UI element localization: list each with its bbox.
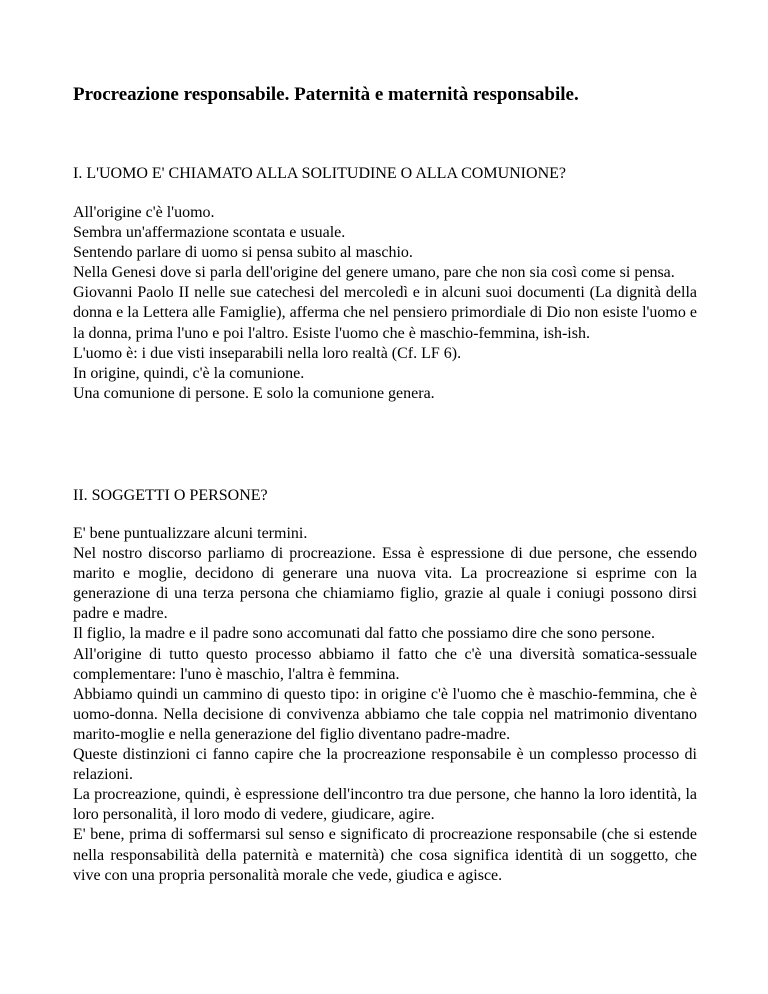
paragraph: Nella Genesi dove si parla dell'origine del genere umano, pare che non sia così come si pensa.	[73, 264, 675, 282]
paragraph: In origine, quindi, c'è la comunione.	[73, 364, 305, 382]
paragraph: La procreazione, quindi, è espressione dell'incontro tra due persone, che hanno la loro identità, la loro personalità, il loro modo di vedere, giudicare, agire.	[73, 786, 697, 824]
paragraph: L'uomo è: i due visti inseparabili nella loro realtà (Cf. LF 6).	[73, 344, 462, 362]
paragraph: Giovanni Paolo II nelle sue catechesi del mercoledì e in alcuni suoi documenti (La dignità della donna e la Lettera alle Famiglie), afferma che nel pensiero primordiale di Dio non esiste l'uomo e la donna, prima l'uno e poi l'altro. Esiste l'uomo che è maschio-femmina, ish-ish.	[73, 284, 697, 342]
paragraph: Sentendo parlare di uomo si pensa subito al maschio.	[73, 244, 413, 262]
paragraph: Sembra un'affermazione scontata e usuale.	[73, 224, 346, 242]
paragraph: Nel nostro discorso parliamo di procreazione. Essa è espressione di due persone, che essendo marito e moglie, decidono di generare una nuova vita. La procreazione si esprime con la generazione di una terza persona che chiamiamo figlio, grazie al quale i coniugi possono dirsi padre e madre.	[73, 545, 697, 623]
paragraph: Una comunione di persone. E solo la comunione genera.	[73, 384, 435, 402]
paragraph: All'origine di tutto questo processo abbiamo il fatto che c'è una diversità somatica-sessuale complementare: l'uno è maschio, l'altra è femmina.	[73, 645, 697, 683]
paragraph: All'origine c'è l'uomo.	[73, 204, 215, 221]
section-heading-2: II. SOGGETTI O PERSONE?	[73, 487, 268, 504]
paragraph: Queste distinzioni ci fanno capire che la procreazione responsabile è un complesso processo di relazioni.	[73, 746, 697, 784]
document-title: Procreazione responsabile. Paternità e maternità responsabile.	[73, 84, 579, 105]
section-heading-1: I. L'UOMO E' CHIAMATO ALLA SOLITUDINE O ALLA COMUNIONE?	[73, 165, 566, 182]
section-body-1	[73, 203, 697, 404]
paragraph: Abbiamo quindi un cammino di questo tipo: in origine c'è l'uomo che è maschio-femmina, che è uomo-donna. Nella decisione di convivenza abbiamo che tale coppia nel matrimonio diventano marito-moglie e nella generazione del figlio diventano padre-madre.	[73, 685, 697, 743]
paragraph: E' bene, prima di soffermarsi sul senso e significato di procreazione responsabile (che si estende nella responsabilità della paternità e maternità) che cosa significa identità di un soggetto, che vive con una propria personalità morale che vede, giudica e agisce.	[73, 826, 697, 884]
paragraph: Il figlio, la madre e il padre sono accomunati dal fatto che possiamo dire che sono persone.	[73, 625, 656, 643]
paragraph: E' bene puntualizzare alcuni termini.	[73, 525, 308, 542]
section-body-2	[73, 524, 697, 886]
